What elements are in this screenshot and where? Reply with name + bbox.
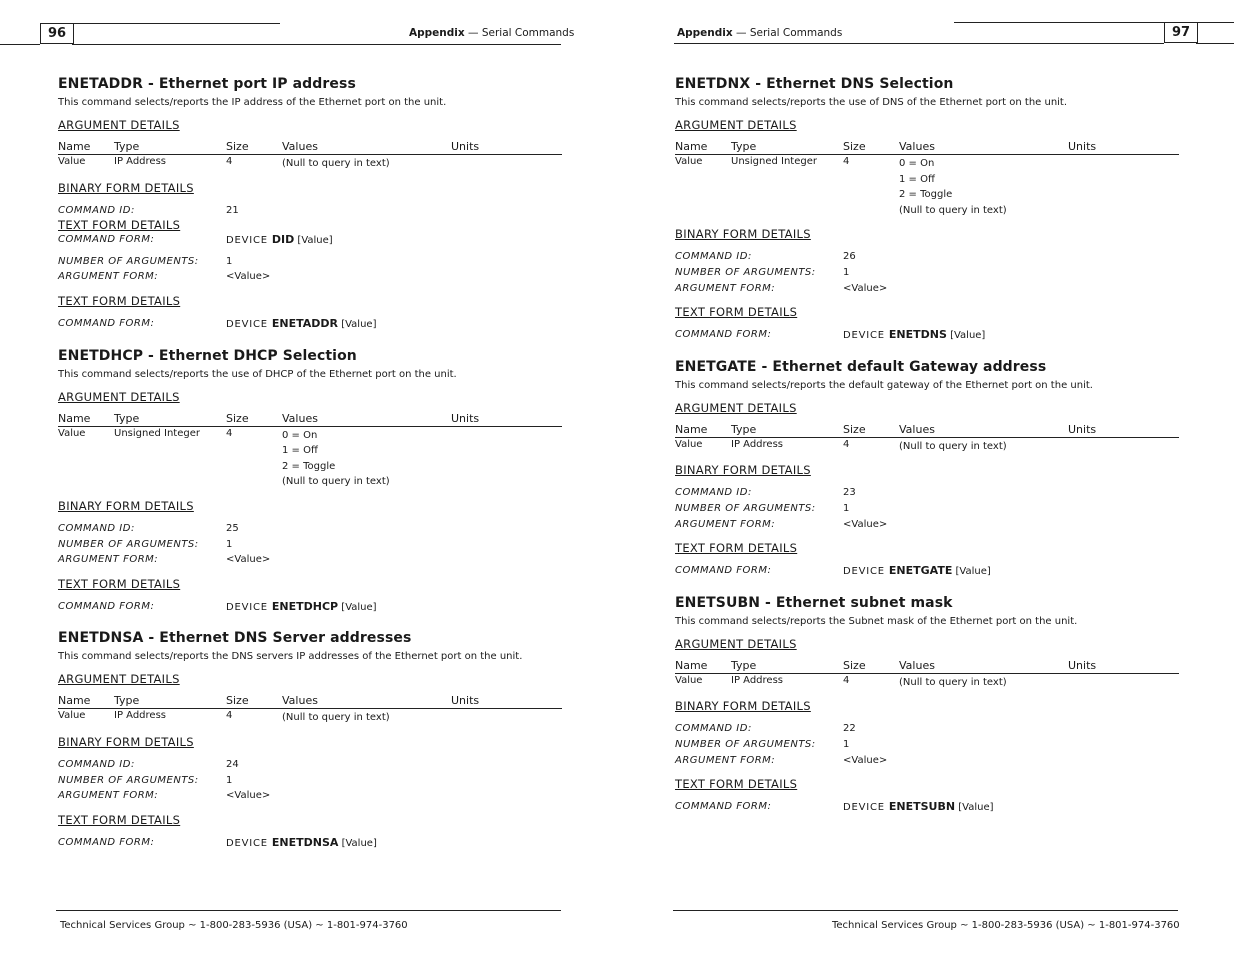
arg-values: [899, 673, 1068, 690]
command-section-enetaddr: [58, 76, 578, 332]
arg-name: Value: [58, 156, 86, 167]
col-size: Size: [843, 659, 899, 674]
argument-table: [675, 659, 1179, 691]
running-header: Appendix — Serial Commands: [677, 27, 843, 39]
arg-name: Value: [58, 427, 86, 439]
argument-details-heading: ARGUMENT DETAILS: [675, 400, 797, 415]
col-type: Type: [731, 423, 843, 438]
col-size: Size: [226, 694, 282, 709]
argument-table: [58, 412, 562, 490]
section-title: ENETDNX - Ethernet DNS Selection: [675, 76, 954, 92]
arg-value-line: 2 = Toggle: [282, 460, 336, 472]
arg-values: [282, 426, 451, 490]
section-description: This command selects/reports the use of DNS of the Ethernet port on the unit.: [675, 97, 1068, 108]
arg-type: Unsigned Integer: [114, 427, 200, 439]
running-header: Appendix — Serial Commands: [409, 27, 575, 39]
col-units: Units: [1068, 659, 1179, 674]
binary-form-heading: BINARY FORM DETAILS: [675, 699, 811, 714]
command-form-row: COMMAND FORM: DEVICE ENETDHCP [Value]: [58, 599, 377, 613]
arg-units: [451, 426, 562, 490]
binary-form-heading: BINARY FORM DETAILS: [675, 463, 811, 478]
col-name: Name: [58, 412, 114, 427]
text-form-heading: TEXT FORM DETAILS: [58, 293, 181, 308]
section-title: ENETDHCP - Ethernet DHCP Selection: [58, 347, 357, 364]
arg-type: IP Address: [114, 156, 166, 167]
command-id-value: 21: [226, 204, 239, 216]
arg-units: [1068, 437, 1179, 454]
col-type: Type: [114, 140, 226, 155]
footer-contact: Technical Services Group ~ 1-800-283-5936 (USA) ~ 1-801-974-3760: [60, 920, 408, 931]
command-form-row: COMMAND FORM: DEVICE DID [Value]: [58, 233, 333, 247]
table-row: [58, 426, 562, 490]
col-values: Values: [282, 694, 451, 709]
arg-name: Value: [58, 710, 86, 722]
text-form-heading: TEXT FORM DETAILS: [675, 541, 798, 556]
col-size: Size: [843, 423, 899, 438]
col-type: Type: [731, 140, 843, 155]
page-number: 97: [1164, 23, 1198, 43]
arg-values: [899, 437, 1068, 454]
arg-value-line: 0 = On: [899, 158, 935, 169]
table-row: [675, 437, 1179, 454]
col-values: Values: [899, 659, 1068, 674]
arg-size: 4: [226, 427, 233, 439]
section-description: This command selects/reports the Subnet mask of the Ethernet port on the unit.: [675, 615, 1078, 627]
text-form-heading: TEXT FORM DETAILS: [58, 812, 181, 827]
argument-form-row: ARGUMENT FORM: <Value>: [675, 754, 888, 766]
arg-type: IP Address: [731, 674, 783, 686]
argument-details-heading: ARGUMENT DETAILS: [58, 672, 180, 687]
argument-table: [58, 694, 562, 726]
arg-value-line: (Null to query in text): [282, 158, 390, 169]
arg-units: [1068, 155, 1179, 219]
command-form-row: COMMAND FORM: DEVICE ENETGATE [Value]: [675, 564, 991, 578]
arg-units: [451, 709, 562, 726]
col-size: Size: [226, 412, 282, 427]
command-name: ENETDHCP: [271, 599, 339, 613]
command-section-enetsubn: [675, 595, 1195, 815]
arg-value-line: 0 = On: [282, 429, 318, 441]
arg-values: [282, 709, 451, 726]
command-section-enetgate: [675, 359, 1195, 579]
binary-form-heading: BINARY FORM DETAILS: [675, 227, 811, 242]
arg-size: 4: [843, 156, 850, 167]
col-type: Type: [114, 412, 226, 427]
command-id-row: COMMAND ID: 23: [675, 487, 856, 499]
number-of-arguments-row: NUMBER OF ARGUMENTS: 1: [675, 502, 850, 514]
footer-rule: [673, 910, 1178, 911]
col-name: Name: [675, 423, 731, 438]
footer-contact: Technical Services Group ~ 1-800-283-5936 (USA) ~ 1-801-974-3760: [832, 920, 1180, 931]
text-form-heading: TEXT FORM DETAILS: [58, 218, 181, 233]
number-of-arguments-row: NUMBER OF ARGUMENTS: 1: [58, 538, 233, 550]
arg-value-line: 1 = Off: [899, 173, 935, 185]
argument-form-row: ARGUMENT FORM: <Value>: [675, 282, 888, 294]
argument-details-heading: ARGUMENT DETAILS: [675, 118, 797, 132]
command-section-enetdnx: [675, 76, 1195, 343]
command-id-row: COMMAND ID: 26: [675, 251, 856, 263]
command-name: ENETGATE: [888, 564, 953, 578]
arg-values: [282, 155, 451, 172]
arg-value-line: (Null to query in text): [899, 440, 1007, 452]
header-rule: [72, 44, 561, 45]
argument-table: [675, 423, 1179, 455]
col-type: Type: [114, 694, 226, 709]
col-values: Values: [899, 140, 1068, 155]
footer-rule: [56, 910, 561, 911]
number-of-arguments-row: NUMBER OF ARGUMENTS: 1: [675, 266, 850, 278]
command-name: ENETADDR: [271, 316, 339, 330]
command-name: DID: [271, 233, 295, 247]
arg-type: IP Address: [731, 438, 783, 450]
command-id-row: COMMAND ID: 22: [675, 723, 856, 735]
arg-name: Value: [675, 438, 703, 450]
arg-units: [451, 155, 562, 172]
section-description: This command selects/reports the default gateway of the Ethernet port on the unit.: [675, 379, 1093, 391]
command-name: ENETDNS: [888, 328, 947, 342]
command-id-row: COMMAND ID: 21: [58, 203, 578, 219]
binary-form-heading: BINARY FORM DETAILS: [58, 180, 194, 195]
section-title: ENETADDR - Ethernet port IP address: [58, 76, 356, 92]
argument-form-row: ARGUMENT FORM: <Value>: [58, 554, 271, 566]
text-form-heading: TEXT FORM DETAILS: [58, 576, 181, 591]
arg-values: [899, 155, 1068, 219]
section-title: ENETGATE - Ethernet default Gateway address: [675, 358, 1047, 375]
command-section-enetdhcp: [58, 348, 578, 615]
section-description: This command selects/reports the use of DHCP of the Ethernet port on the unit.: [58, 368, 457, 380]
arg-value-line: (Null to query in text): [899, 204, 1007, 216]
page-number: 96: [40, 24, 74, 44]
col-units: Units: [451, 412, 562, 427]
table-row: [675, 155, 1179, 219]
col-values: Values: [282, 140, 451, 155]
right-page: [618, 0, 1235, 954]
command-id-row: COMMAND ID: 25: [58, 522, 239, 534]
argument-details-heading: ARGUMENT DETAILS: [675, 636, 797, 651]
header-rule: [1196, 43, 1234, 44]
arg-size: 4: [843, 438, 850, 450]
argument-details-heading: ARGUMENT DETAILS: [58, 389, 180, 404]
arg-value-line: 2 = Toggle: [899, 189, 953, 201]
col-name: Name: [675, 140, 731, 155]
argument-details-heading: ARGUMENT DETAILS: [58, 118, 180, 132]
text-form-heading: TEXT FORM DETAILS: [675, 305, 798, 320]
header-rule-top: [40, 23, 280, 24]
col-size: Size: [843, 140, 899, 155]
command-form-row: COMMAND FORM: DEVICE ENETDNS [Value]: [675, 328, 986, 342]
left-page: [0, 0, 617, 954]
command-name: ENETDNSA: [271, 835, 339, 849]
argument-table: [58, 140, 562, 172]
col-units: Units: [451, 694, 562, 709]
arg-value-line: (Null to query in text): [282, 476, 390, 488]
argument-form-row: ARGUMENT FORM: <Value>: [675, 518, 888, 530]
table-row: [58, 709, 562, 726]
command-section-enetdnsa: [58, 630, 578, 850]
number-of-arguments-row: NUMBER OF ARGUMENTS: 1: [58, 255, 233, 267]
section-description: This command selects/reports the IP address of the Ethernet port on the unit.: [58, 97, 447, 108]
arg-type: IP Address: [114, 710, 166, 722]
arg-name: Value: [675, 156, 703, 167]
col-name: Name: [58, 140, 114, 155]
arg-size: 4: [843, 674, 850, 686]
argument-table: [675, 140, 1179, 218]
col-units: Units: [451, 140, 562, 155]
section-title: ENETDNSA - Ethernet DNS Server addresses: [58, 630, 412, 647]
header-rule: [674, 43, 1164, 44]
table-row: [58, 155, 562, 172]
command-form-row: COMMAND FORM: DEVICE ENETADDR [Value]: [58, 316, 377, 330]
arg-value-line: (Null to query in text): [282, 712, 390, 724]
arg-type: Unsigned Integer: [731, 156, 817, 167]
arg-units: [1068, 673, 1179, 690]
col-name: Name: [58, 694, 114, 709]
command-id-row: COMMAND ID: 24: [58, 758, 239, 770]
arg-value-line: 1 = Off: [282, 445, 318, 457]
argument-form-row: ARGUMENT FORM: <Value>: [58, 271, 271, 283]
command-name: ENETSUBN: [888, 800, 956, 814]
arg-value-line: (Null to query in text): [899, 676, 1007, 688]
table-row: [675, 673, 1179, 690]
binary-form-heading: BINARY FORM DETAILS: [58, 734, 194, 749]
binary-form-heading: BINARY FORM DETAILS: [58, 498, 194, 513]
arg-size: 4: [226, 710, 233, 722]
header-rule: [0, 44, 40, 45]
col-units: Units: [1068, 140, 1179, 155]
col-type: Type: [731, 659, 843, 674]
col-name: Name: [675, 659, 731, 674]
number-of-arguments-row: NUMBER OF ARGUMENTS: 1: [58, 774, 233, 786]
command-form-row: COMMAND FORM: DEVICE ENETSUBN [Value]: [675, 800, 994, 814]
arg-name: Value: [675, 674, 703, 686]
arg-size: 4: [226, 156, 233, 167]
col-units: Units: [1068, 423, 1179, 438]
col-values: Values: [282, 412, 451, 427]
argument-form-row: ARGUMENT FORM: <Value>: [58, 790, 271, 802]
command-form-row: COMMAND FORM: DEVICE ENETDNSA [Value]: [58, 835, 377, 849]
section-title: ENETSUBN - Ethernet subnet mask: [675, 594, 953, 611]
col-size: Size: [226, 140, 282, 155]
section-description: This command selects/reports the DNS servers IP addresses of the Ethernet port on the unit.: [58, 651, 523, 663]
text-form-heading: TEXT FORM DETAILS: [675, 777, 798, 792]
col-values: Values: [899, 423, 1068, 438]
number-of-arguments-row: NUMBER OF ARGUMENTS: 1: [675, 738, 850, 750]
